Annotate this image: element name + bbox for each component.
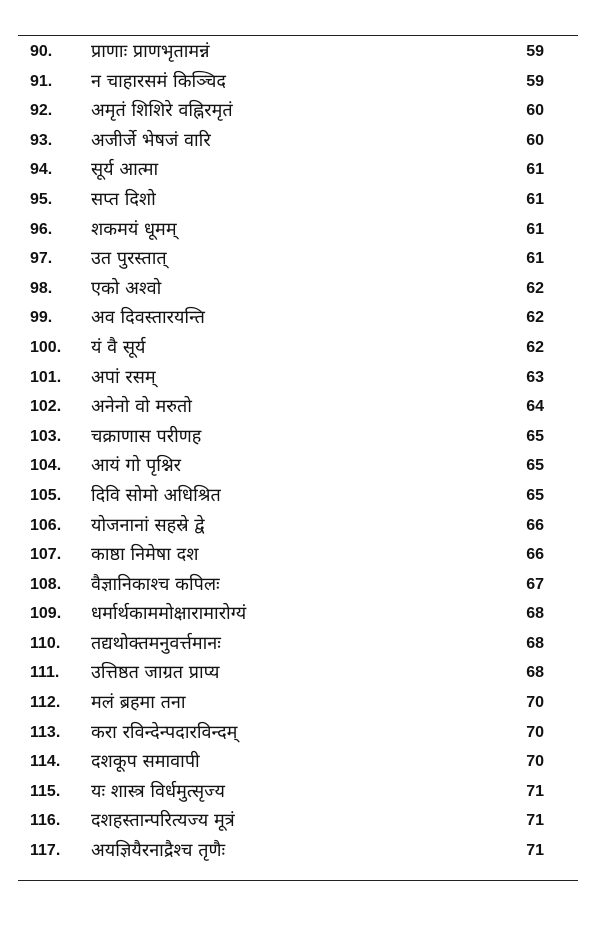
entry-number: 93. bbox=[30, 131, 53, 149]
entry-title: अपां रसम् bbox=[91, 366, 156, 388]
entry-number: 101. bbox=[30, 368, 62, 386]
entry-number: 114. bbox=[30, 753, 61, 771]
entry-number: 107. bbox=[30, 546, 62, 564]
entry-page: 62 bbox=[526, 309, 544, 327]
contents-row bbox=[0, 363, 600, 393]
contents-row bbox=[0, 718, 600, 748]
contents-row bbox=[0, 392, 600, 422]
entry-title: अयज्ञियैरनाद्रैश्च तृणैः bbox=[91, 840, 226, 862]
contents-row bbox=[0, 540, 600, 570]
entry-number: 113. bbox=[30, 723, 61, 741]
contents-row bbox=[0, 629, 600, 659]
entry-number: 106. bbox=[30, 516, 62, 534]
contents-row bbox=[0, 599, 600, 629]
entry-page: 66 bbox=[526, 516, 544, 534]
entry-title: अमृतं शिशिरे वह्निरमृतं bbox=[91, 100, 233, 122]
entry-number: 103. bbox=[30, 427, 62, 445]
entry-title: अजीर्जे भेषजं वारि bbox=[91, 129, 211, 151]
entry-number: 117. bbox=[30, 842, 61, 860]
entry-number: 90. bbox=[30, 43, 53, 60]
contents-row bbox=[0, 126, 600, 156]
entry-title: अव दिवस्तारयन्ति bbox=[91, 307, 205, 329]
entry-page: 71 bbox=[526, 812, 544, 830]
entry-number: 96. bbox=[30, 220, 53, 238]
entry-number: 100. bbox=[30, 338, 62, 356]
entry-number: 102. bbox=[30, 398, 62, 416]
entry-page: 67 bbox=[526, 575, 544, 593]
entry-title: काष्ठा निमेषा दश bbox=[91, 544, 199, 566]
entry-title: न चाहारसमं किञ्चिद bbox=[91, 70, 226, 92]
entry-title: उत पुरस्तात् bbox=[91, 248, 167, 270]
contents-row bbox=[0, 274, 600, 304]
contents-row bbox=[0, 37, 600, 67]
entry-page: 61 bbox=[526, 250, 544, 268]
entry-page: 65 bbox=[526, 427, 544, 445]
contents-row bbox=[0, 333, 600, 363]
contents-row bbox=[0, 303, 600, 333]
entry-number: 112. bbox=[30, 694, 61, 712]
contents-row bbox=[0, 777, 600, 807]
bottom-rule bbox=[18, 880, 578, 881]
entry-title: दशहस्तान्परित्यज्य मूत्रं bbox=[91, 810, 235, 832]
entry-page: 70 bbox=[526, 753, 544, 771]
entry-title: धर्मार्थकाममोक्षारामारोग्यं bbox=[91, 603, 247, 625]
entry-page: 68 bbox=[526, 664, 544, 682]
entry-page: 66 bbox=[526, 546, 544, 564]
entry-title: यः शास्त्र विर्धमुत्सृज्य bbox=[91, 780, 225, 802]
entry-page: 65 bbox=[526, 457, 544, 475]
entry-number: 91. bbox=[30, 72, 53, 90]
entry-number: 97. bbox=[30, 250, 53, 268]
contents-row bbox=[0, 67, 600, 97]
entry-page: 71 bbox=[526, 842, 544, 860]
entry-page: 65 bbox=[526, 486, 544, 504]
contents-row bbox=[0, 658, 600, 688]
contents-row bbox=[0, 481, 600, 511]
contents-row bbox=[0, 244, 600, 274]
contents-row bbox=[0, 806, 600, 836]
entry-number: 110. bbox=[30, 634, 61, 652]
contents-row bbox=[0, 747, 600, 777]
entry-page: 62 bbox=[526, 338, 544, 356]
contents-row bbox=[0, 511, 600, 541]
contents-row bbox=[0, 451, 600, 481]
entry-title: शकमयं धूमम् bbox=[91, 218, 177, 240]
entry-number: 109. bbox=[30, 605, 62, 623]
entry-number: 105. bbox=[30, 486, 62, 504]
contents-row bbox=[0, 688, 600, 718]
entry-page: 71 bbox=[526, 782, 544, 800]
top-rule bbox=[18, 35, 578, 36]
entry-number: 111. bbox=[30, 664, 60, 682]
contents-row bbox=[0, 836, 600, 866]
contents-list bbox=[0, 37, 600, 866]
entry-title: दशकूप समावापी bbox=[91, 751, 200, 773]
entry-number: 99. bbox=[30, 309, 53, 327]
entry-page: 62 bbox=[526, 279, 544, 297]
contents-row bbox=[0, 96, 600, 126]
entry-page: 68 bbox=[526, 605, 544, 623]
entry-title: तद्यथोक्तमनुवर्त्तमानः bbox=[91, 632, 221, 654]
entry-title: चक्राणास परीणह bbox=[91, 425, 202, 447]
entry-title: यं वै सूर्य bbox=[91, 336, 146, 358]
contents-row bbox=[0, 422, 600, 452]
entry-page: 70 bbox=[526, 723, 544, 741]
entry-number: 115. bbox=[30, 782, 61, 800]
entry-page: 59 bbox=[526, 72, 544, 90]
entry-title: एको अश्वो bbox=[91, 277, 162, 299]
entry-page: 63 bbox=[526, 368, 544, 386]
entry-number: 94. bbox=[30, 161, 53, 179]
entry-page: 60 bbox=[526, 102, 544, 120]
entry-title: वैज्ञानिकाश्च कपिलः bbox=[91, 573, 220, 595]
entry-number: 95. bbox=[30, 190, 53, 208]
entry-title: योजनानां सहस्रे द्वे bbox=[91, 514, 205, 536]
entry-number: 108. bbox=[30, 575, 62, 593]
entry-title: दिवि सोमो अधिश्रित bbox=[91, 484, 221, 506]
entry-number: 92. bbox=[30, 102, 53, 120]
entry-number: 104. bbox=[30, 457, 62, 475]
entry-page: 61 bbox=[526, 190, 544, 208]
contents-row bbox=[0, 570, 600, 600]
entry-title: सप्त दिशो bbox=[91, 188, 156, 210]
entry-title: मलं ब्रहमा तना bbox=[91, 692, 186, 714]
entry-title: अनेनो वो मरुतो bbox=[91, 396, 192, 418]
entry-page: 61 bbox=[526, 220, 544, 238]
contents-row bbox=[0, 155, 600, 185]
contents-row bbox=[0, 185, 600, 215]
entry-page: 59 bbox=[526, 43, 544, 60]
entry-number: 98. bbox=[30, 279, 53, 297]
entry-title: प्राणाः प्राणभृतामन्नं bbox=[91, 41, 210, 62]
contents-row bbox=[0, 215, 600, 245]
entry-number: 116. bbox=[30, 812, 61, 830]
entry-title: आयं गो पृश्निर bbox=[91, 455, 182, 477]
entry-title: करा रविन्देन्पदारविन्दम् bbox=[91, 721, 238, 743]
entry-title: उत्तिष्ठत जाग्रत प्राप्य bbox=[91, 662, 220, 684]
entry-page: 68 bbox=[526, 634, 544, 652]
entry-page: 60 bbox=[526, 131, 544, 149]
entry-title: सूर्य आत्मा bbox=[91, 159, 159, 181]
entry-page: 64 bbox=[526, 398, 544, 416]
entry-page: 61 bbox=[526, 161, 544, 179]
entry-page: 70 bbox=[526, 694, 544, 712]
